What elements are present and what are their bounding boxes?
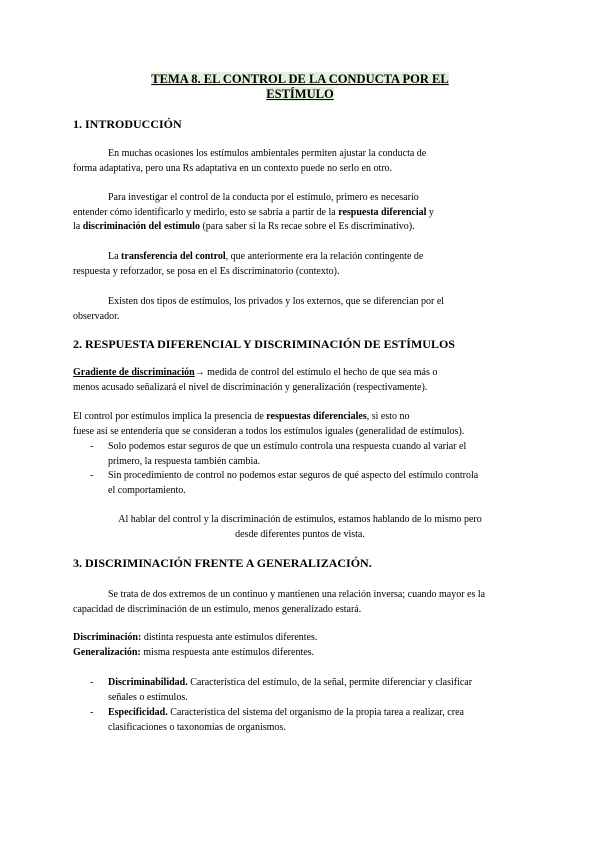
s1-paragraph-2: Para investigar el control de la conducta por el estímulo, primero es necesario entender cómo identificarlo y medirlo, esto se sabría a partir de la respuesta diferencial y la discriminación del estímulo (para saber si la Rs recae sobre el Es discriminativo).: [73, 192, 434, 232]
s2-note: Al hablar del control y la discriminación de estímulos, estamos hablando de lo mismo pero desde diferentes puntos de vista.: [118, 514, 482, 540]
list-item: - Solo podemos estar seguros de que un estímulo controla una respuesta cuando al variar el primero, la respuesta también cambia.: [90, 441, 467, 467]
s1-paragraph-4: Existen dos tipos de estímulos, los privados y los externos, que se diferencian por el observador.: [73, 296, 445, 322]
s2-gradient-paragraph: Gradiente de discriminación→ medida de control del estímulo el hecho de que sea más o menos acusado señalizará el nivel de discriminación y generalización (respectivamente).: [73, 367, 438, 393]
list-item: - Discriminabilidad. Característica del estímulo, de la señal, permite diferenciar y clasificar señales o estímulos.: [90, 677, 473, 703]
bullet-dash: -: [90, 441, 94, 452]
bullet-dash: -: [90, 677, 94, 688]
section-2-heading: 2. RESPUESTA DIFERENCIAL Y DISCRIMINACIÓN DE ESTÍMULOS: [73, 337, 455, 351]
section-3-heading: 3. DISCRIMINACIÓN FRENTE A GENERALIZACIÓN.: [73, 556, 372, 570]
s3-definitions: Discriminación: distinta respuesta ante estímulos diferentes. Generalización: misma respuesta ante estímulos diferentes.: [73, 632, 318, 658]
s3-paragraph-1: Se trata de dos extremos de un continuo y mantienen una relación inversa; cuando mayor es la capacidad de discriminación de un estímulo, menos generalizado estará.: [73, 589, 486, 615]
bullet-dash: -: [90, 470, 94, 481]
s1-paragraph-3: La transferencia del control, que anteriormente era la relación contingente de respuesta y reforzador, se posa en el Es discriminatorio (contexto).: [73, 251, 424, 277]
bullet-dash: -: [90, 707, 94, 718]
page-title: [0, 72, 600, 102]
section-1-heading: 1. INTRODUCCIÓN: [73, 117, 182, 131]
s2-control-paragraph: El control por estímulos implica la presencia de respuestas diferenciales, si esto no fuese así se entendería que se consideran a todos los estímulos iguales (generalidad de estímulos).: [73, 411, 465, 437]
s1-paragraph-1: En muchas ocasiones los estímulos ambientales permiten ajustar la conducta de forma adaptativa, pero una Rs adaptativa en un contexto puede no serlo en otro.: [73, 148, 427, 174]
list-item: - Sin procedimiento de control no podemos estar seguros de qué aspecto del estímulo controla el comportamiento.: [90, 470, 479, 496]
list-item: - Especificidad. Característica del sistema del organismo de la propia tarea a realizar, crea clasificaciones o taxonomías de organismos.: [90, 707, 464, 733]
title-line-2: ESTÍMULO: [266, 87, 334, 101]
title-line-1: TEMA 8. EL CONTROL DE LA CONDUCTA POR EL: [151, 72, 449, 86]
